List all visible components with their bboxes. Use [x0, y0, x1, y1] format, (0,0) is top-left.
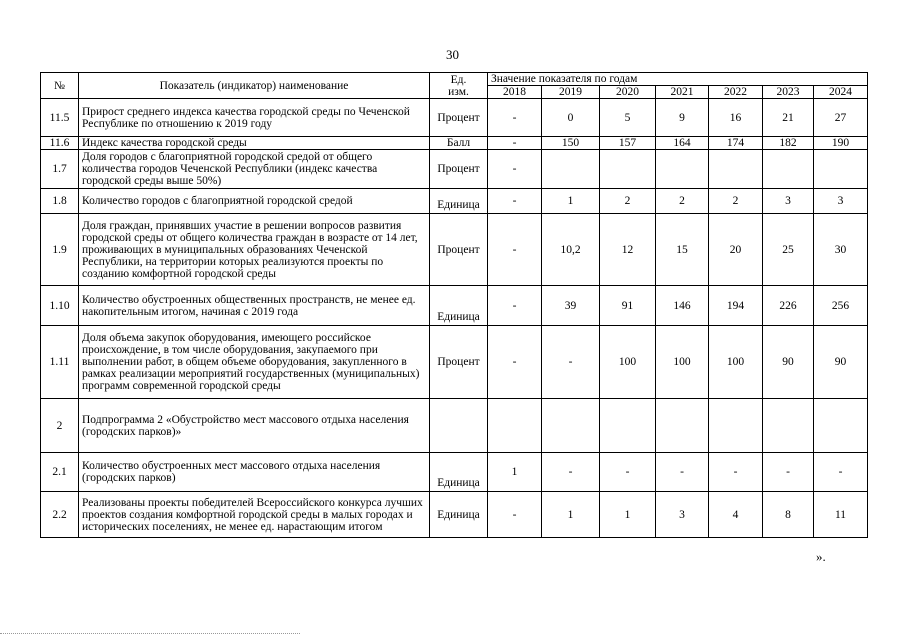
row-num-cell: 11.5 — [41, 99, 79, 137]
row-value-cell: - — [488, 189, 542, 214]
row-value-cell: - — [542, 453, 600, 492]
row-unit-cell: Единица — [430, 286, 488, 326]
row-value-cell: 164 — [656, 137, 709, 150]
header-years-group: Значение показателя по годам — [488, 73, 868, 86]
row-value-cell: 1 — [600, 492, 656, 538]
row-indicator-cell: Индекс качества городской среды — [79, 137, 430, 150]
row-num-cell: 1.11 — [41, 326, 79, 399]
row-value-cell: - — [763, 453, 814, 492]
header-year: 2018 — [488, 86, 542, 99]
row-unit-cell: Процент — [430, 326, 488, 399]
row-value-cell — [542, 399, 600, 453]
row-value-cell: 146 — [656, 286, 709, 326]
table-row — [41, 137, 868, 150]
row-value-cell — [488, 399, 542, 453]
scan-artifact-line — [0, 633, 300, 636]
row-value-cell — [656, 150, 709, 189]
table-row — [41, 150, 868, 189]
row-value-cell: 16 — [709, 99, 763, 137]
row-value-cell: 174 — [709, 137, 763, 150]
row-value-cell: 0 — [542, 99, 600, 137]
row-value-cell — [814, 150, 868, 189]
row-value-cell: - — [488, 326, 542, 399]
header-indicator: Показатель (индикатор) наименование — [79, 73, 430, 99]
table-row — [41, 399, 868, 453]
header-year: 2024 — [814, 86, 868, 99]
row-value-cell: 10,2 — [542, 214, 600, 286]
row-indicator-cell: Количество обустроенных общественных пространств, не менее ед. накопительным итогом, начиная с 2019 года — [79, 286, 430, 326]
row-value-cell: 3 — [763, 189, 814, 214]
row-indicator-cell: Доля граждан, принявших участие в решении вопросов развития городской среды от общего количества граждан в возрасте от 14 лет, проживающих в муниципальных образованиях Чеченской Республики, на территории которых реализуются проекты по созданию комфортной городской среды — [79, 214, 430, 286]
header-year: 2019 — [542, 86, 600, 99]
row-value-cell — [763, 150, 814, 189]
row-num-cell: 11.6 — [41, 137, 79, 150]
row-unit-cell: Единица — [430, 189, 488, 214]
row-value-cell: 2 — [600, 189, 656, 214]
header-unit-line2: изм. — [448, 85, 469, 98]
header-year: 2022 — [709, 86, 763, 99]
row-value-cell: - — [488, 137, 542, 150]
table-body — [41, 99, 868, 538]
closing-mark: ». — [816, 549, 826, 564]
row-value-cell: 12 — [600, 214, 656, 286]
row-value-cell: - — [488, 214, 542, 286]
header-unit — [430, 73, 488, 99]
row-value-cell: 3 — [814, 189, 868, 214]
header-year: 2023 — [763, 86, 814, 99]
row-num-cell: 2.1 — [41, 453, 79, 492]
row-value-cell: 1 — [542, 189, 600, 214]
header-num: № — [41, 73, 79, 99]
row-value-cell: 1 — [542, 492, 600, 538]
row-value-cell — [600, 399, 656, 453]
row-value-cell: - — [542, 326, 600, 399]
row-value-cell: 256 — [814, 286, 868, 326]
table-row — [41, 99, 868, 137]
row-unit-cell: Процент — [430, 214, 488, 286]
header-year: 2021 — [656, 86, 709, 99]
row-value-cell: - — [600, 453, 656, 492]
row-num-cell: 2 — [41, 399, 79, 453]
row-value-cell: 25 — [763, 214, 814, 286]
row-indicator-cell: Доля городов с благоприятной городской средой от общего количества городов Чеченской Республики (индекс качества городской среды выше 50%) — [79, 150, 430, 189]
header-unit-line1: Ед. — [450, 73, 467, 86]
row-value-cell: 27 — [814, 99, 868, 137]
row-value-cell: - — [488, 286, 542, 326]
table-row — [41, 189, 868, 214]
row-num-cell: 1.10 — [41, 286, 79, 326]
row-value-cell: 157 — [600, 137, 656, 150]
row-num-cell: 1.9 — [41, 214, 79, 286]
table-row — [41, 214, 868, 286]
row-value-cell: 9 — [656, 99, 709, 137]
row-num-cell: 1.7 — [41, 150, 79, 189]
row-indicator-cell: Количество городов с благоприятной городской средой — [79, 189, 430, 214]
row-indicator-cell: Реализованы проекты победителей Всероссийского конкурса лучших проектов создания комфортной городской среды в малых городах и исторических поселениях, не менее ед. нарастающим итогом — [79, 492, 430, 538]
row-unit-cell: Балл — [430, 137, 488, 150]
row-value-cell: 21 — [763, 99, 814, 137]
row-value-cell: 150 — [542, 137, 600, 150]
row-indicator-cell: Доля объема закупок оборудования, имеющего российское происхождение, в том числе оборудования, закупаемого при выполнении работ, в общем объеме оборудования, закупленного в рамках реализации мероприятий государственных (муниципальных) программ современной городской среды — [79, 326, 430, 399]
row-value-cell — [600, 150, 656, 189]
row-value-cell: 226 — [763, 286, 814, 326]
row-value-cell — [709, 150, 763, 189]
row-unit-cell: Единица — [430, 492, 488, 538]
row-value-cell: 1 — [488, 453, 542, 492]
row-value-cell: 2 — [656, 189, 709, 214]
row-value-cell: - — [814, 453, 868, 492]
row-value-cell: 100 — [600, 326, 656, 399]
row-unit-cell: Процент — [430, 150, 488, 189]
row-value-cell: 100 — [709, 326, 763, 399]
row-value-cell: - — [488, 150, 542, 189]
row-value-cell: 190 — [814, 137, 868, 150]
row-value-cell: 91 — [600, 286, 656, 326]
row-unit-cell: Процент — [430, 99, 488, 137]
row-value-cell: 4 — [709, 492, 763, 538]
row-unit-cell: Единица — [430, 453, 488, 492]
row-value-cell: - — [488, 99, 542, 137]
row-value-cell: 39 — [542, 286, 600, 326]
row-value-cell: 20 — [709, 214, 763, 286]
row-value-cell — [656, 399, 709, 453]
row-num-cell: 1.8 — [41, 189, 79, 214]
row-indicator-cell: Прирост среднего индекса качества городской среды по Чеченской Республике по отношению к 2019 году — [79, 99, 430, 137]
row-indicator-cell: Подпрограмма 2 «Обустройство мест массового отдыха населения (городских парков)» — [79, 399, 430, 453]
row-value-cell: 3 — [656, 492, 709, 538]
table-row — [41, 326, 868, 399]
row-value-cell — [542, 150, 600, 189]
row-value-cell: 182 — [763, 137, 814, 150]
row-value-cell: 5 — [600, 99, 656, 137]
row-value-cell: 100 — [656, 326, 709, 399]
row-value-cell: 2 — [709, 189, 763, 214]
indicators-table — [40, 72, 868, 538]
row-value-cell: 194 — [709, 286, 763, 326]
row-value-cell: 15 — [656, 214, 709, 286]
row-value-cell: - — [488, 492, 542, 538]
table-row — [41, 492, 868, 538]
header-year: 2020 — [600, 86, 656, 99]
row-value-cell: - — [709, 453, 763, 492]
page-number: 30 — [446, 47, 459, 62]
table-row — [41, 286, 868, 326]
row-value-cell: 90 — [763, 326, 814, 399]
row-value-cell: 30 — [814, 214, 868, 286]
row-value-cell: 8 — [763, 492, 814, 538]
row-value-cell: - — [656, 453, 709, 492]
row-value-cell — [814, 399, 868, 453]
row-value-cell: 90 — [814, 326, 868, 399]
row-indicator-cell: Количество обустроенных мест массового отдыха населения (городских парков) — [79, 453, 430, 492]
row-value-cell — [709, 399, 763, 453]
row-num-cell: 2.2 — [41, 492, 79, 538]
row-unit-cell — [430, 399, 488, 453]
table-row — [41, 453, 868, 492]
row-value-cell — [763, 399, 814, 453]
row-value-cell: 11 — [814, 492, 868, 538]
